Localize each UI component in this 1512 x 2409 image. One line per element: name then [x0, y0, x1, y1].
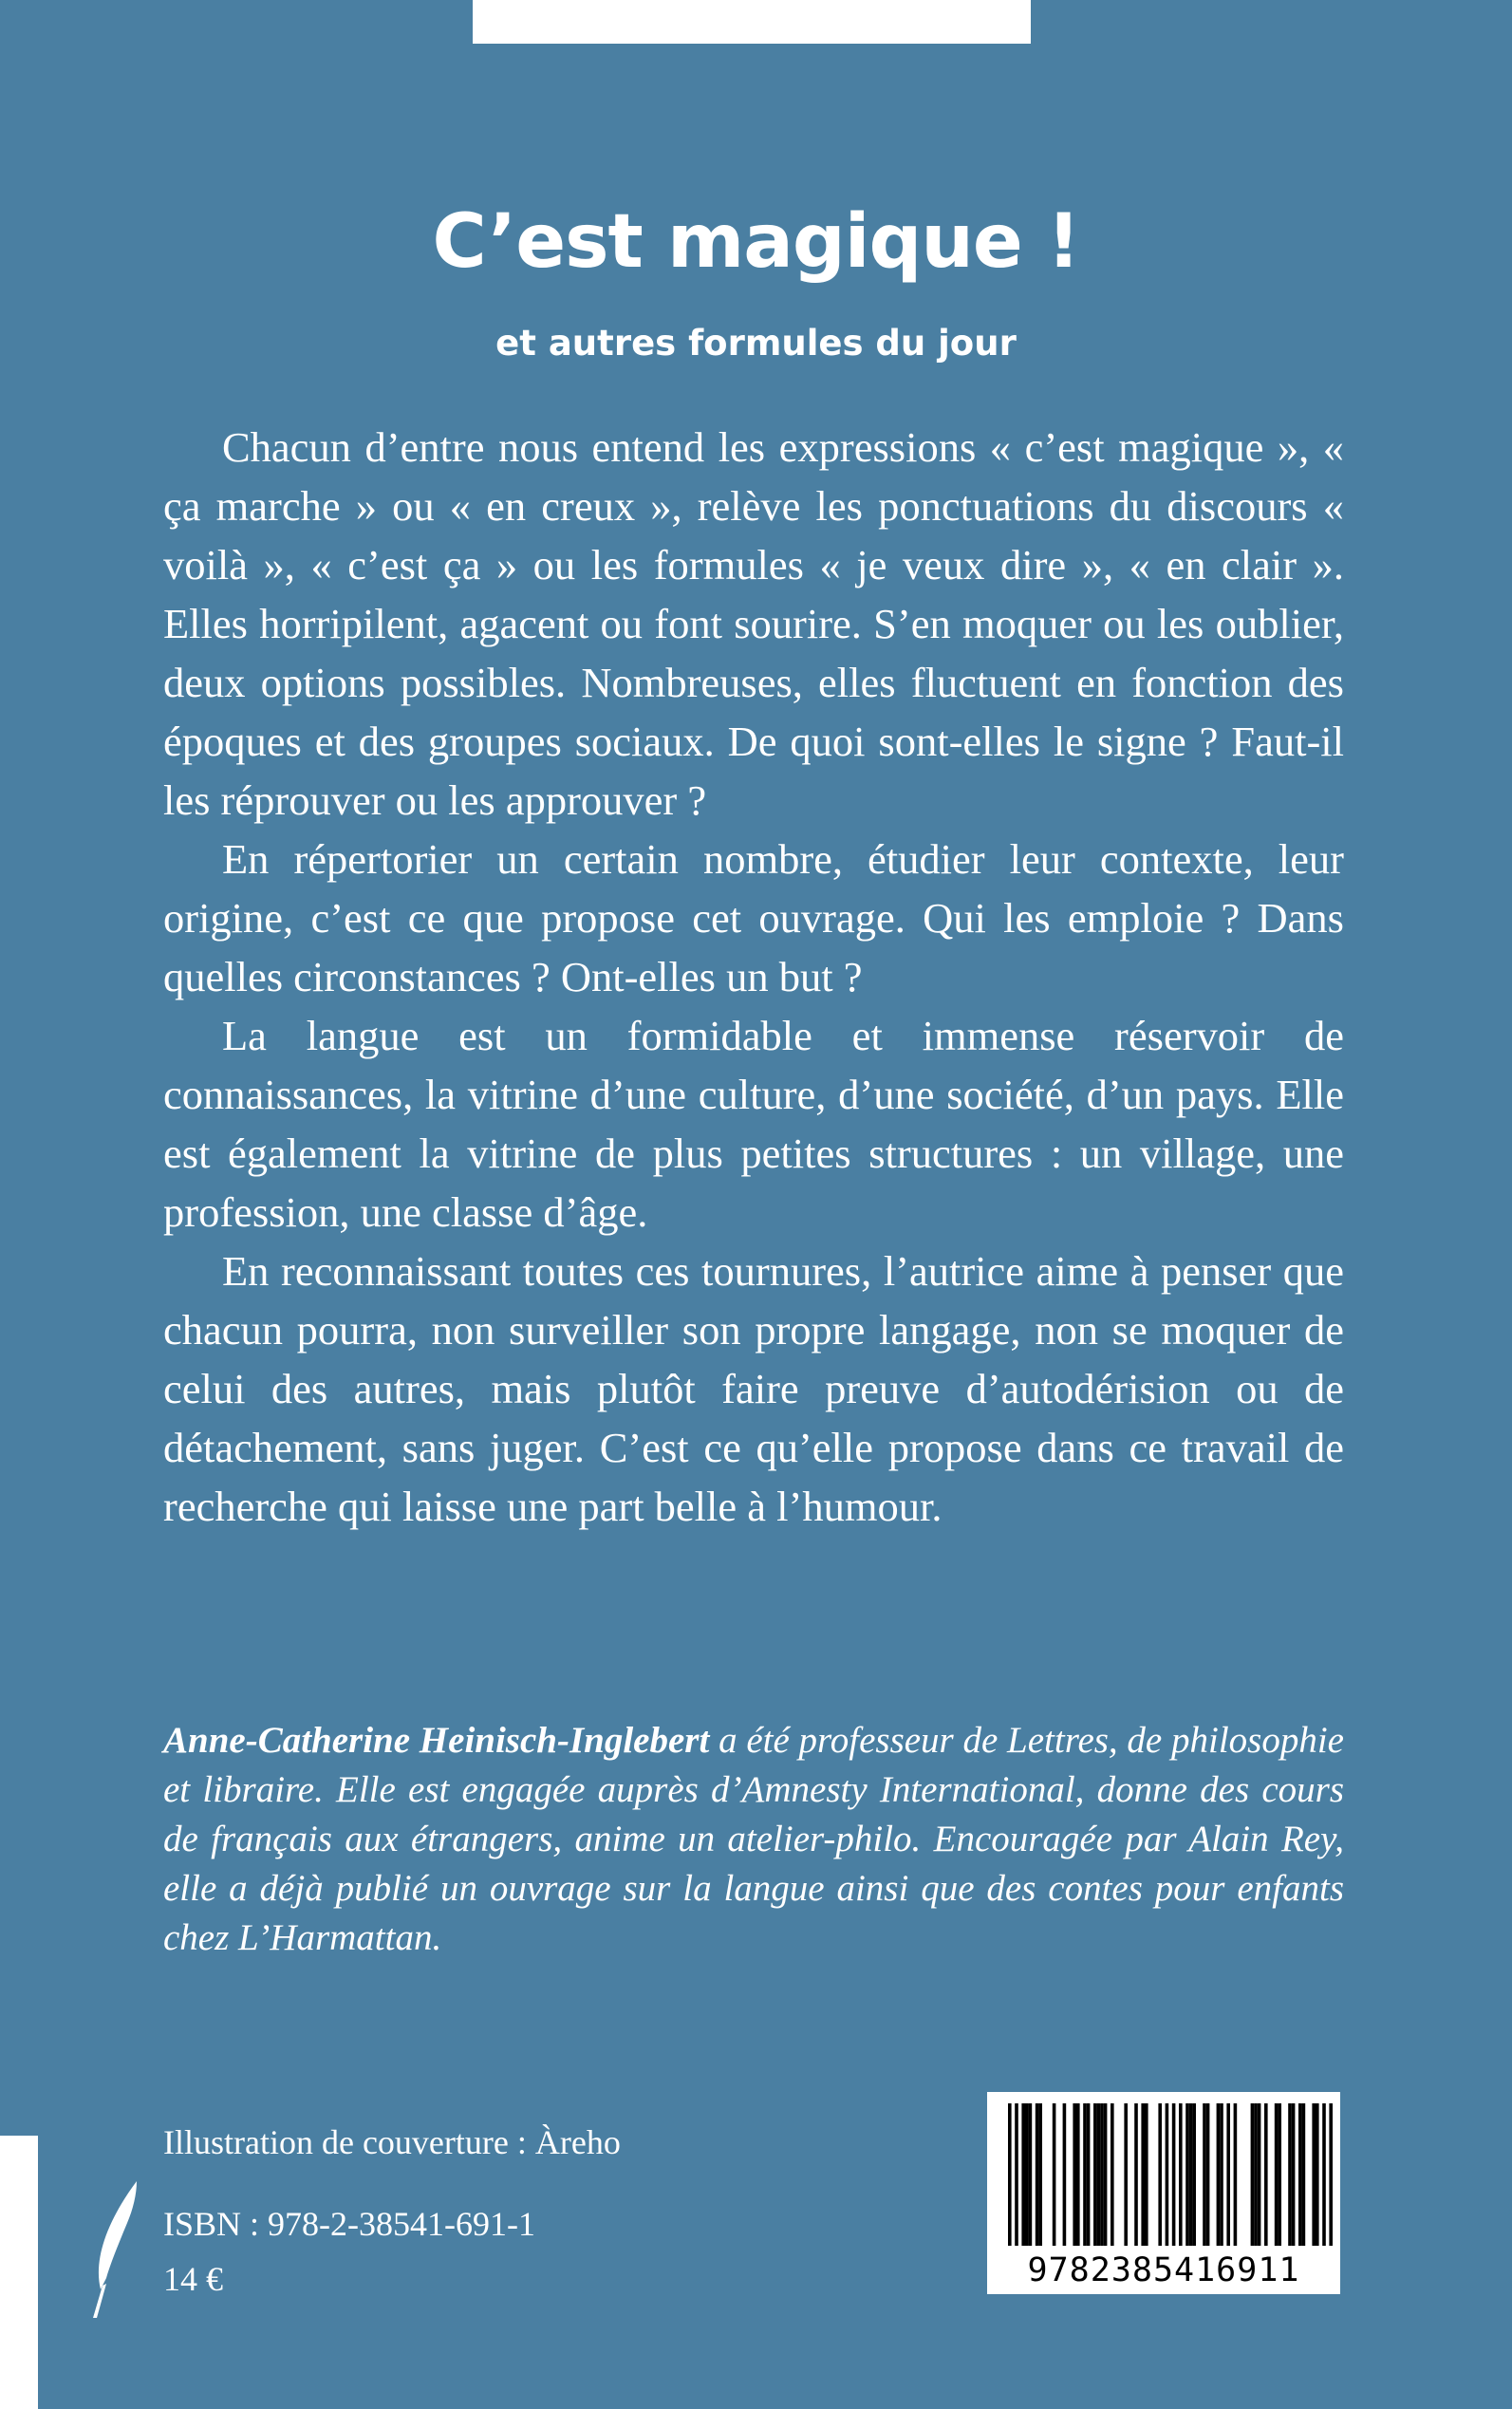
left-white-strip: [0, 2136, 38, 2409]
feather-icon: [89, 2179, 146, 2322]
blurb-paragraph-1: Chacun d’entre nous entend les expressions « c’est magique », « ça marche » ou « en creux », relève les ponctuations du discours « voilà », « c’est ça » ou les formules « je veux dire », « en clair ». Elles horripilent, agacent ou font sourire. S’en moquer ou les oublier, deux options possibles. Nombreuses, elles fluctuent en fonction des époques et des groupes sociaux. De quoi sont-elles le signe ? Faut-il les réprouver ou les approuver ?: [163, 423, 1344, 824]
barcode-bar: [1008, 2103, 1012, 2246]
barcode-bar: [1329, 2103, 1333, 2246]
isbn: ISBN : 978-2-38541-691-1: [163, 2205, 535, 2243]
barcode-bar: [1111, 2103, 1114, 2246]
barcode-bar: [1038, 2103, 1042, 2246]
barcode-bar: [1185, 2103, 1189, 2246]
top-white-tab: [473, 0, 1031, 44]
barcode-bar: [1053, 2103, 1056, 2246]
barcode-bar: [1141, 2103, 1145, 2246]
blurb-paragraph-4: En reconnaissant toutes ces tournures, l’autrice aime à penser que chacun pourra, non surveiller son propre langage, non se moquer de celui des autres, mais plutôt faire preuve d’autodérision ou de détachement, sans juger. C’est ce qu’elle propose dans ce travail de recherche qui laisse une part belle à l’humour.: [163, 1247, 1344, 1530]
barcode-bar: [1234, 2103, 1238, 2246]
barcode-bar: [1166, 2103, 1169, 2246]
barcode-bar: [1226, 2103, 1230, 2246]
barcode-bar: [1093, 2103, 1097, 2246]
barcode-bar: [1036, 2103, 1039, 2246]
barcode-bar: [1124, 2103, 1128, 2246]
barcode-bar: [1217, 2103, 1221, 2246]
barcode-bar: [1275, 2103, 1279, 2246]
barcode-bar: [1073, 2103, 1076, 2246]
blurb-paragraph-3: La langue est un formidable et immense réservoir de connaissances, la vitrine d’une culture, d’une société, d’un pays. Elle est également la vitrine de plus petites structures : un village, une profession, une classe d’âge.: [163, 1012, 1344, 1236]
barcode-bar: [1083, 2103, 1087, 2246]
barcode-bar: [1145, 2103, 1148, 2246]
barcode-bar: [1322, 2103, 1326, 2246]
book-subtitle: et autres formules du jour: [495, 323, 1017, 364]
barcode-bar: [1192, 2103, 1196, 2246]
price: 14 €: [163, 2260, 223, 2298]
author-name: Anne-Catherine Heinisch-Inglebert: [163, 1720, 710, 1761]
blurb-paragraph-2: En répertorier un certain nombre, étudier leur contexte, leur origine, c’est ce que propose cet ouvrage. Qui les emploie ? Dans quelles circonstances ? Ont-elles un but ?: [163, 835, 1344, 1000]
barcode-bar: [1203, 2103, 1206, 2246]
barcode-bar: [1302, 2103, 1306, 2246]
barcode-bar: [1015, 2103, 1018, 2246]
barcode-bar: [1264, 2103, 1268, 2246]
blurb-text: [163, 418, 1344, 1536]
barcode-bar: [1316, 2103, 1319, 2246]
barcode-bar: [1063, 2103, 1067, 2246]
author-bio-text: a été professeur de Lettres, de philosophie et libraire. Elle est engagée auprès d’Amnesty International, donne des cours de français aux étrangers, anime un atelier-philo. Encouragée par Alain Rey, elle a déjà publié un ouvrage sur la langue ainsi que des contes pour enfants chez L’Harmattan.: [163, 1720, 1344, 1958]
barcode-bar: [1189, 2103, 1193, 2246]
book-title: C’est magique !: [432, 199, 1080, 285]
barcode-bar: [1087, 2103, 1091, 2246]
author-bio: [163, 1716, 1344, 1963]
barcode-bar: [1021, 2103, 1025, 2246]
barcode-bar: [1097, 2103, 1101, 2246]
barcode-bar: [1029, 2103, 1033, 2246]
barcode-bar: [1158, 2103, 1162, 2246]
barcode-bar: [1278, 2103, 1281, 2246]
barcode-bar: [1134, 2103, 1138, 2246]
barcode-bar: [1025, 2103, 1029, 2246]
barcode-bar: [1172, 2103, 1176, 2246]
illustration-credit: Illustration de couverture : Àreho: [163, 2123, 621, 2161]
barcode-bar: [1292, 2103, 1296, 2246]
barcode-bar: [1312, 2103, 1316, 2246]
barcode-bar: [1076, 2103, 1080, 2246]
barcode-number: 9782385416911: [1027, 2251, 1300, 2289]
barcode-bar: [1104, 2103, 1108, 2246]
barcode-bar: [1298, 2103, 1302, 2246]
barcode-bar: [1220, 2103, 1223, 2246]
barcode-bar: [1206, 2103, 1210, 2246]
barcode-bar: [1288, 2103, 1292, 2246]
barcode-bar: [1254, 2103, 1258, 2246]
barcode-bar: [1100, 2103, 1104, 2246]
barcode-bar: [1258, 2103, 1261, 2246]
barcode-bars: [987, 2092, 1340, 2253]
barcode-bar: [1251, 2103, 1255, 2246]
barcode-bar: [1179, 2103, 1183, 2246]
barcode: [987, 2092, 1340, 2294]
